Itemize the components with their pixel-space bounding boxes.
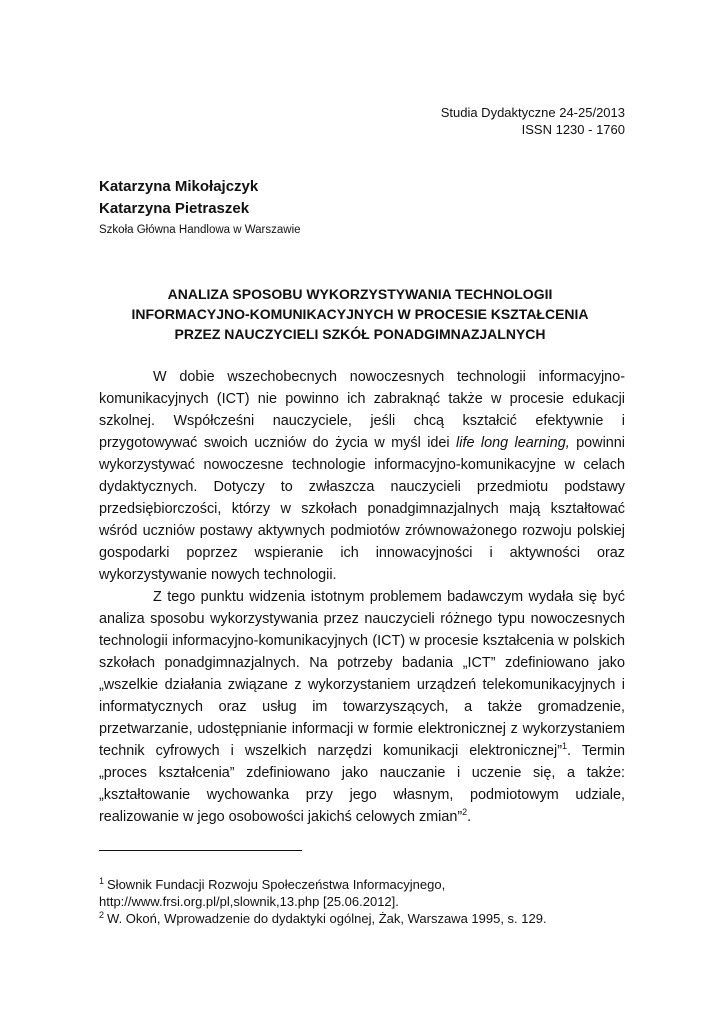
footnote-2 xyxy=(99,910,639,927)
title-line-2: INFORMACYJNO-KOMUNIKACYJNYCH W PROCESIE KSZTAŁCENIA xyxy=(131,306,589,322)
affiliation: Szkoła Główna Handlowa w Warszawie xyxy=(99,224,301,236)
footnote-ref-2[interactable]: 2 xyxy=(462,807,468,818)
footnote-2-text: W. Okoń, Wprowadzenie do dydaktyki ogólnej, Żak, Warszawa 1995, s. 129. xyxy=(107,911,547,926)
paper-title xyxy=(80,284,640,344)
p2-text-c: . xyxy=(467,809,472,825)
authors-block xyxy=(99,176,301,236)
journal-name: Studia Dydaktyczne 24-25/2013 xyxy=(440,105,625,120)
journal-header xyxy=(441,104,625,138)
p2-text-b: . Termin „proces kształcenia” zdefiniowano jako nauczanie i uczenie się, a także: „kształtowanie wychowanka przy jego własnym, podmiotowym udziale, realizowanie w jego osobowości jakichś celowych zmian” xyxy=(99,743,625,825)
footnote-1-url[interactable]: http://www.frsi.org.pl/pl,slownik,13.php [25.06.2012]. xyxy=(99,894,399,909)
footnote-ref-1[interactable]: 1 xyxy=(562,741,568,752)
p1-text-a: W dobie wszechobecnych nowoczesnych technologii informacyjno-komunikacyjnych (ICT) nie powinno ich zabraknąć także w procesie edukacji szkolnej. Współcześni nauczyciele, jeśli chcą kształcić efektywnie i przygotowywać swoich uczniów do życia w myśl idei xyxy=(99,369,625,451)
footnote-2-number: 2 xyxy=(99,909,105,920)
author-1: Katarzyna Mikołajczyk xyxy=(99,178,259,195)
issn: ISSN 1230 - 1760 xyxy=(521,122,625,137)
p1-text-b: powinni wykorzystywać nowoczesne technologie informacyjno-komunikacyjne w celach dydaktycznych. Dotyczy to zwłaszcza nauczycieli przedmiotu podstawy przedsiębiorczości, którzy w szkołach ponadgimnazjalnych mają kształtować wśród uczniów postawy aktywnych podmiotów zrównoważonego rozwoju polskiej gospodarki poprzez wspieranie ich innowacyjności i aktywności oraz wykorzystywanie nowych technologii. xyxy=(99,435,625,583)
p1-italic: life long learning, xyxy=(456,435,570,451)
body-text xyxy=(99,366,625,828)
p2-text-a: Z tego punktu widzenia istotnym problemem badawczym wydała się być analiza sposobu wykorzystywania przez nauczycieli różnego typu nowoczesnych technologii informacyjno-komunikacyjnych (ICT) w procesie kształcenia w polskich szkołach ponadgimnazjalnych. Na potrzeby badania „ICT” zdefiniowano jako „wszelkie działania związane z wykorzystaniem urządzeń telekomunikacyjnych i informatycznych oraz usług im towarzyszących, a także gromadzenie, przetwarzanie, udostępnianie informacji w formie elektronicznej z wykorzystaniem technik cyfrowych i wszelkich narzędzi komunikacji elektronicznej” xyxy=(99,589,625,759)
footnote-1-number: 1 xyxy=(99,875,105,886)
footnote-separator xyxy=(99,850,302,851)
footnote-1-text: Słownik Fundacji Rozwoju Społeczeństwa Informacyjnego, xyxy=(107,877,446,892)
paragraph-2 xyxy=(99,586,625,828)
paragraph-1 xyxy=(99,366,625,586)
footnotes xyxy=(99,876,639,927)
author-2: Katarzyna Pietraszek xyxy=(99,200,250,217)
footnote-1 xyxy=(99,876,639,893)
title-line-1: ANALIZA SPOSOBU WYKORZYSTYWANIA TECHNOLOGII xyxy=(167,286,553,302)
footnote-1-continuation xyxy=(99,893,639,910)
title-line-3: PRZEZ NAUCZYCIELI SZKÓŁ PONADGIMNAZJALNYCH xyxy=(174,326,546,342)
